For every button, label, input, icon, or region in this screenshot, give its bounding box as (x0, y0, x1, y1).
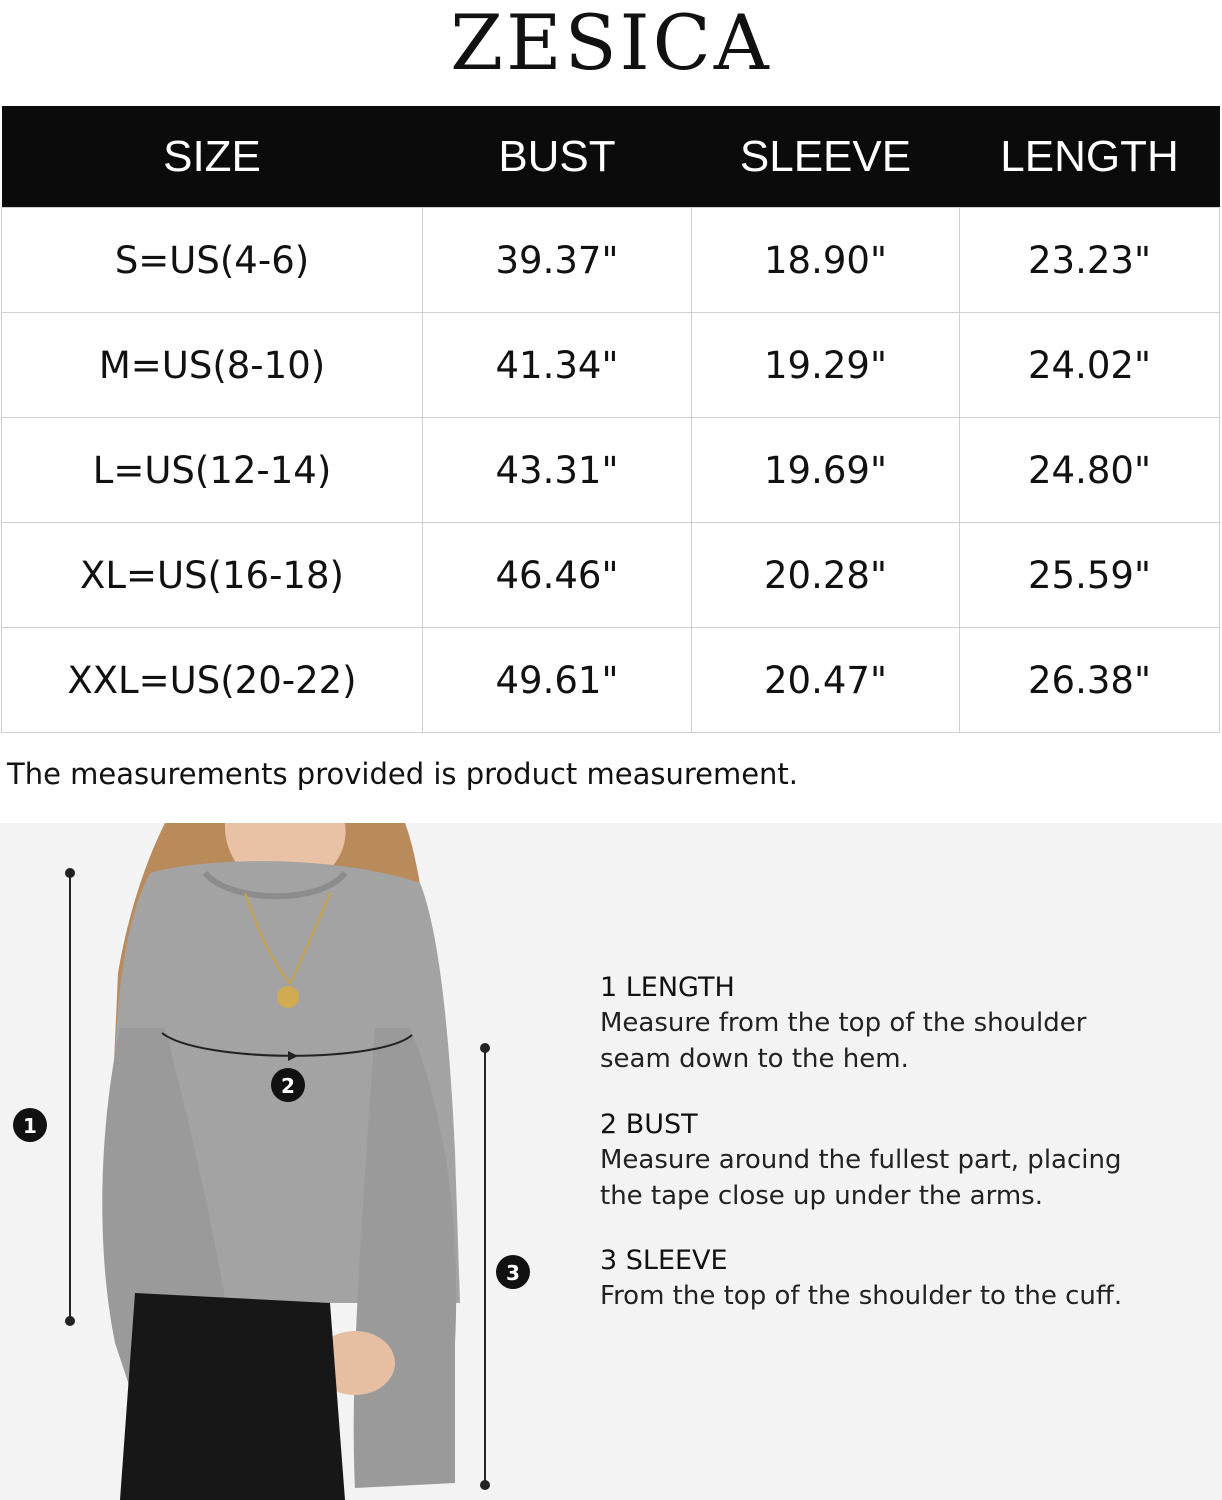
brand-logo: ZESICA (450, 0, 772, 87)
header-length: LENGTH (960, 106, 1220, 208)
svg-text:2: 2 (281, 1074, 295, 1098)
size-cell: L=US(12-14) (2, 418, 423, 523)
guide-length-text-1: Measure from the top of the shoulder (600, 1008, 1087, 1038)
marker-1-icon (13, 1108, 47, 1142)
marker-2-icon (271, 1068, 305, 1102)
jeans-shape (120, 1293, 345, 1500)
marker-3-icon (496, 1255, 530, 1289)
sleeve-cell: 19.69" (692, 418, 960, 523)
header-sleeve: SLEEVE (692, 106, 960, 208)
necklace-pendant (277, 986, 299, 1008)
length-cell: 25.59" (960, 523, 1220, 628)
table-row (2, 418, 1220, 523)
svg-text:1: 1 (23, 1114, 37, 1138)
table-row (2, 523, 1220, 628)
measurement-note: The measurements provided is product measurement. (7, 757, 799, 791)
header-size: SIZE (2, 106, 423, 208)
size-chart-table (1, 106, 1220, 733)
sleeve-cell: 18.90" (692, 208, 960, 313)
bust-cell: 41.34" (423, 313, 692, 418)
guide-length-title: 1 LENGTH (600, 972, 735, 1003)
guide-length-text-2: seam down to the hem. (600, 1044, 909, 1074)
size-cell: XXL=US(20-22) (2, 628, 423, 733)
header-bust: BUST (423, 106, 692, 208)
bust-cell: 43.31" (423, 418, 692, 523)
sleeve-cell: 19.29" (692, 313, 960, 418)
guide-length (600, 971, 1200, 1077)
bust-cell: 39.37" (423, 208, 692, 313)
size-cell: M=US(8-10) (2, 313, 423, 418)
length-cell: 23.23" (960, 208, 1220, 313)
size-cell: S=US(4-6) (2, 208, 423, 313)
length-cell: 24.02" (960, 313, 1220, 418)
guide-bust (600, 1108, 1200, 1214)
table-header-row (2, 106, 1220, 208)
table-row (2, 313, 1220, 418)
bust-cell: 46.46" (423, 523, 692, 628)
guide-bust-text-2: the tape close up under the arms. (600, 1181, 1043, 1211)
measurement-guide-panel (0, 823, 1222, 1500)
sleeve-cell: 20.47" (692, 628, 960, 733)
guide-bust-text-1: Measure around the fullest part, placing (600, 1145, 1122, 1175)
size-cell: XL=US(16-18) (2, 523, 423, 628)
guide-sleeve (600, 1244, 1200, 1314)
guide-sleeve-title: 3 SLEEVE (600, 1245, 728, 1276)
bust-cell: 49.61" (423, 628, 692, 733)
guide-sleeve-text-1: From the top of the shoulder to the cuff. (600, 1281, 1123, 1311)
svg-text:3: 3 (506, 1261, 520, 1285)
length-cell: 26.38" (960, 628, 1220, 733)
length-cell: 24.80" (960, 418, 1220, 523)
table-row (2, 208, 1220, 313)
sleeve-cell: 20.28" (692, 523, 960, 628)
table-row (2, 628, 1220, 733)
guide-bust-title: 2 BUST (600, 1109, 698, 1140)
